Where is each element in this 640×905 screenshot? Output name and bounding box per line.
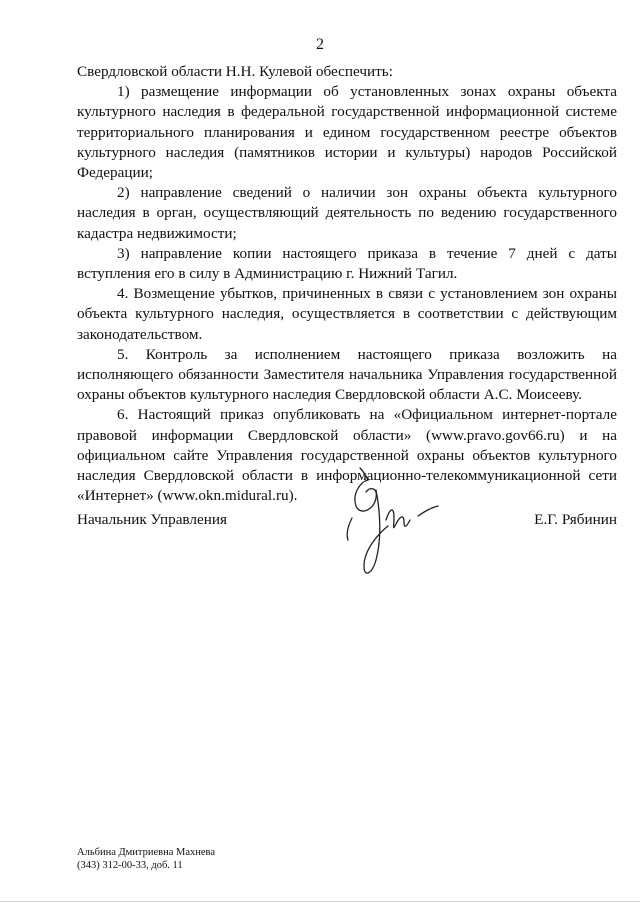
paragraph-item-3: 3) направление копии настоящего приказа в течение 7 дней с даты вступления его в силу в Администрацию г. Нижний Тагил. (77, 244, 617, 283)
paragraph-item-2: 2) направление сведений о наличии зон охраны объекта культурного наследия в орган, осуществляющий деятельность по ведению государственного кадастра недвижимости; (77, 184, 617, 242)
executor-name: Альбина Дмитриевна Махнева (77, 847, 216, 858)
executor-contact (77, 846, 215, 872)
signatory-name: Е.Г. Рябинин (534, 511, 617, 528)
paragraph-item-1: 1) размещение информации об установленных зонах охраны объекта культурного наследия в федеральной государственной информационной системе территориального планирования и едином государственном реестре объектов культурного наследия (памятников истории и культуры) народов Российской Федерации; (77, 83, 617, 182)
paragraph-clause-5: 5. Контроль за исполнением настоящего приказа возложить на исполняющего обязанности Заместителя начальника Управления государственной охраны объектов культурного наследия Свердловской области А.С. Моисееву. (77, 345, 617, 404)
executor-phone: (343) 312-00-33, доб. 11 (77, 860, 183, 871)
signatory-title: Начальник Управления (77, 511, 227, 528)
paragraph-intro: Свердловской области Н.Н. Кулевой обеспечить: (77, 63, 393, 80)
document-body (77, 62, 617, 506)
page-bottom-rule (0, 901, 640, 902)
paragraph-clause-4: 4. Возмещение убытков, причиненных в связи с установлением зон охраны объекта культурного наследия, осуществляется в соответствии с действующим законодательством. (77, 285, 617, 343)
handwritten-signature (330, 460, 450, 590)
page-number: 2 (316, 36, 324, 53)
paragraph-clause-6: 6. Настоящий приказ опубликовать на «Официальном интернет-портале правовой информации Свердловской области» (www.pravo.gov66.ru) и на официальном сайте Управления государственной охраны объектов культурного наследия Свердловской области в информационно-телекоммуникационной сети «Интернет» (www.okn.midural.ru). (77, 406, 617, 505)
